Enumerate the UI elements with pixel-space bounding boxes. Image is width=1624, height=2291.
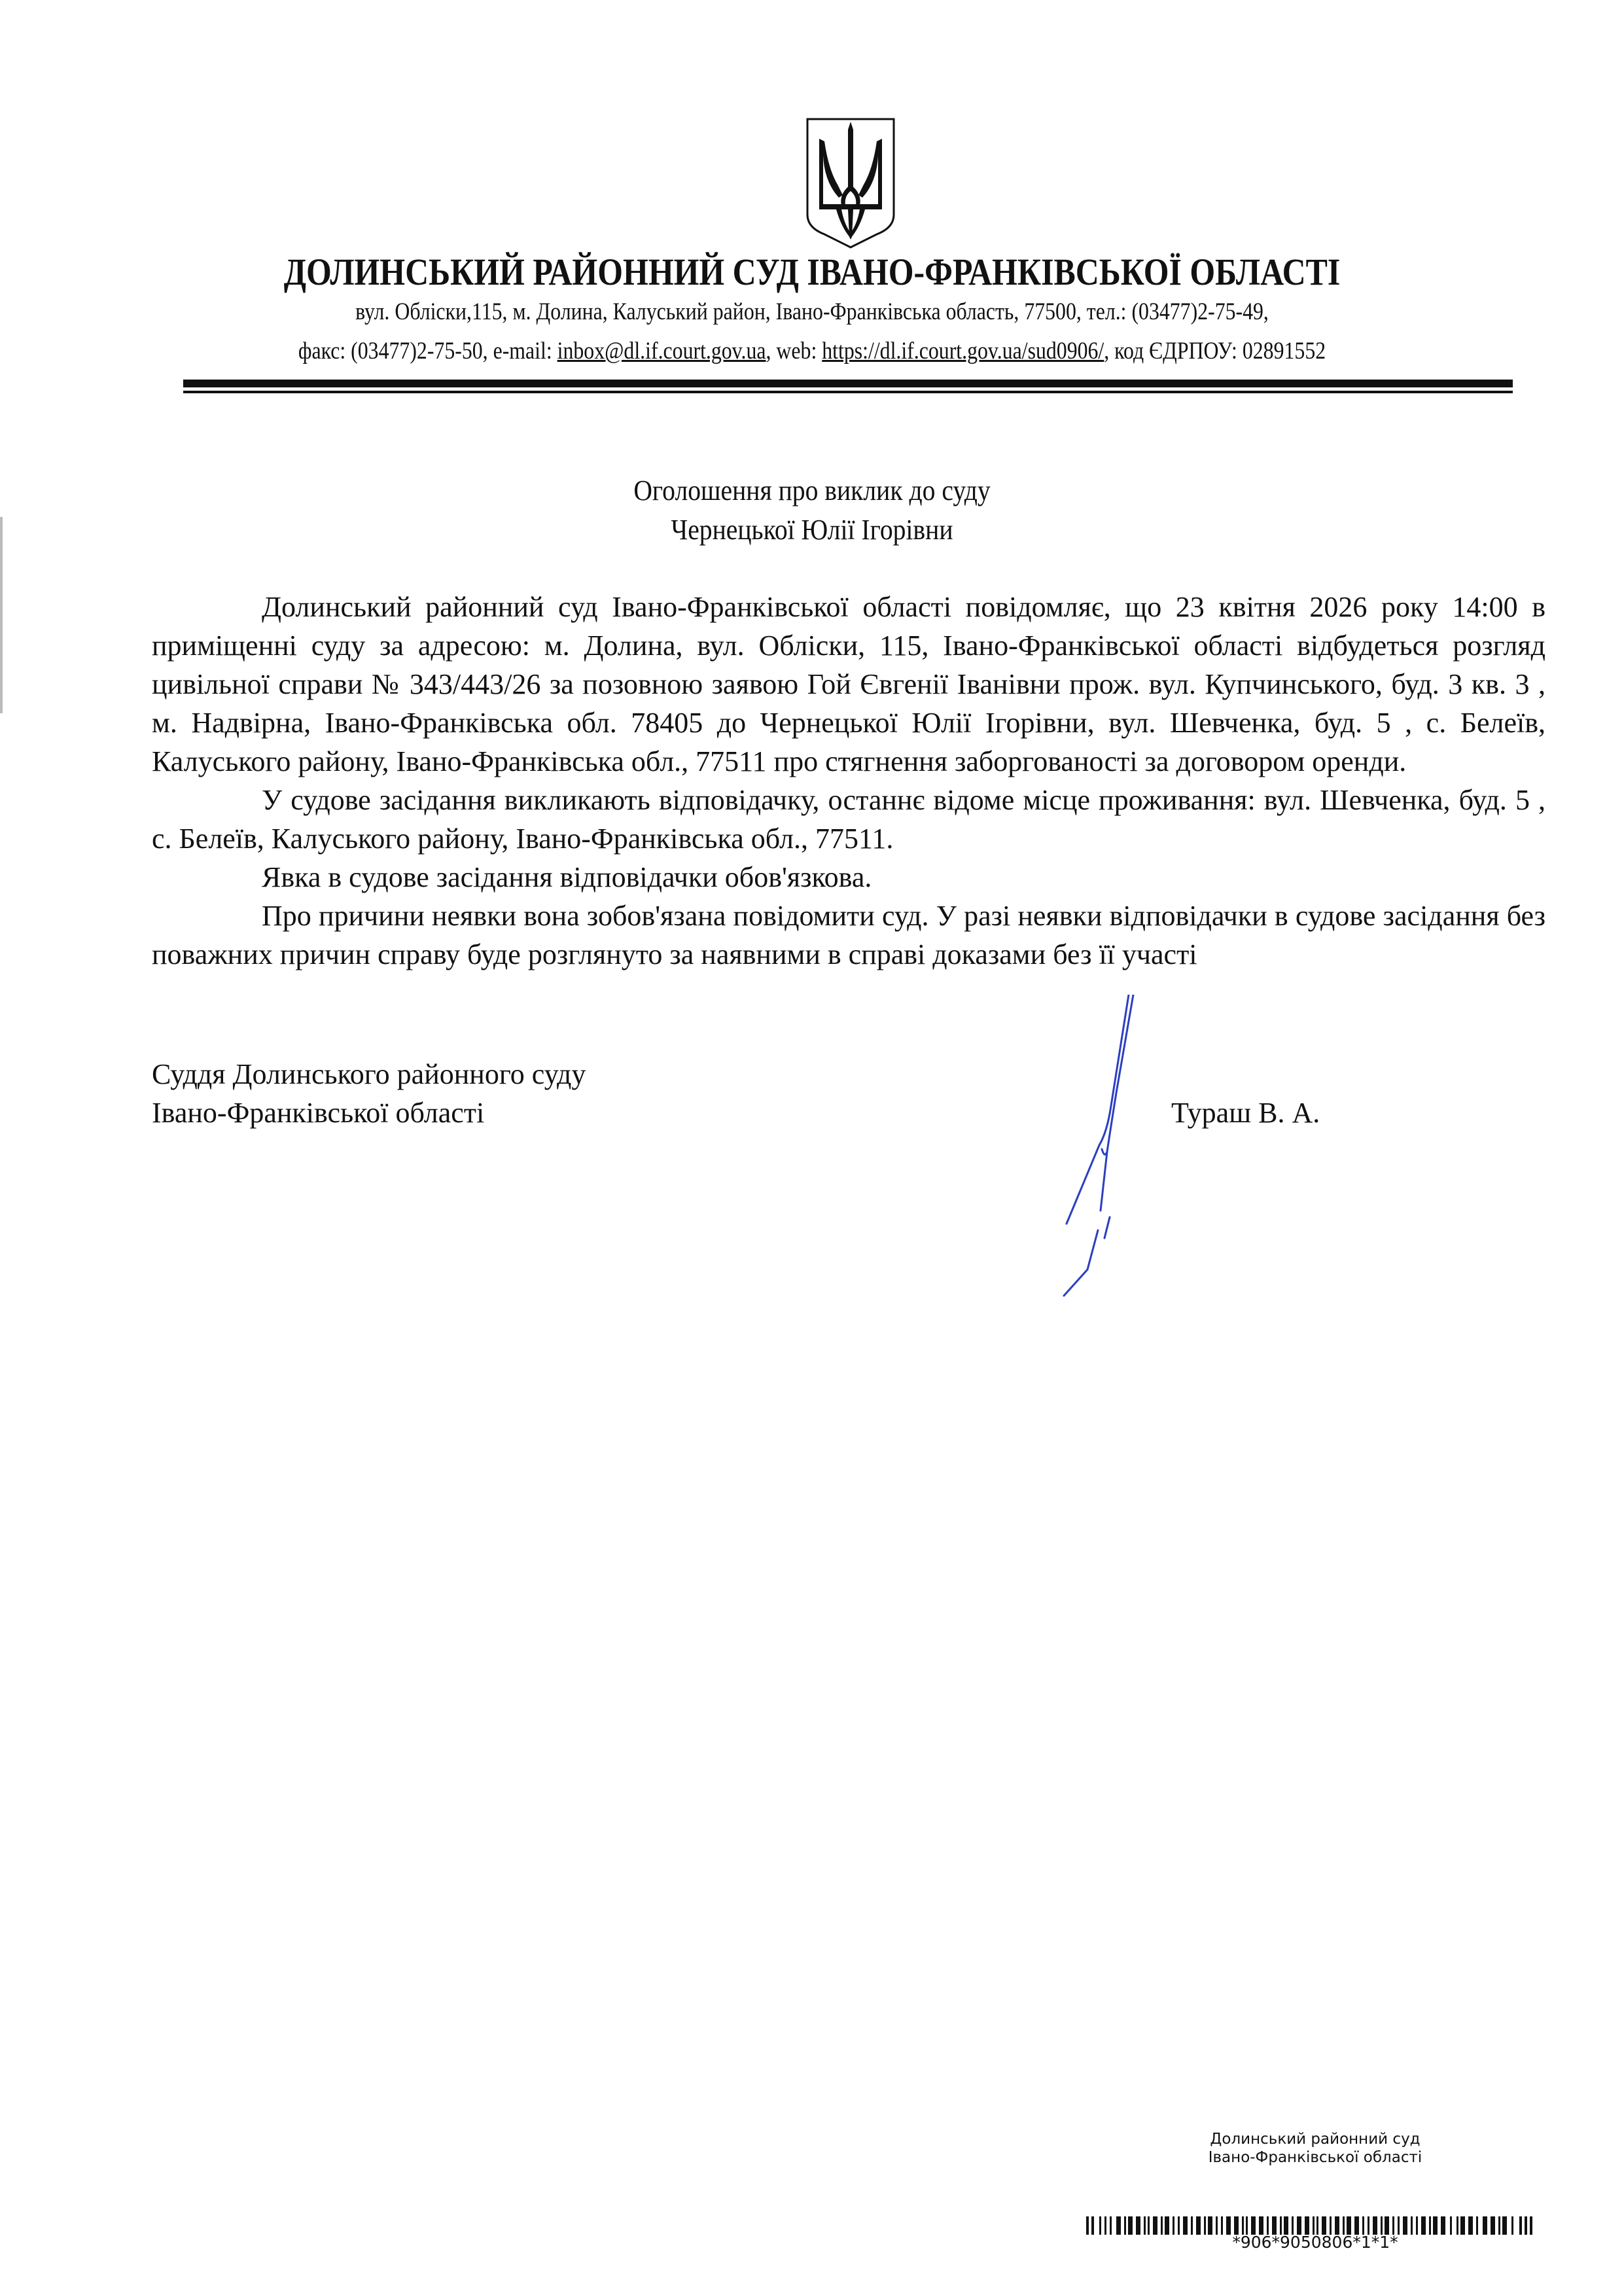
handwritten-signature	[1034, 995, 1165, 1302]
trident-emblem-icon	[805, 116, 896, 250]
body-paragraph: Явка в судове засідання відповідачки обов'язкова.	[262, 861, 872, 893]
announcement-title-line1: Оголошення про виклик до суду	[633, 474, 991, 506]
judge-position	[152, 1055, 586, 1132]
court-contacts	[114, 337, 1511, 365]
judge-position-line2: Івано-Франківської області	[152, 1097, 485, 1129]
announcement-title	[81, 471, 1543, 550]
body-paragraph: У судове засідання викликають відповідачку, останнє відоме місце проживання: вул. Шевченка, буд. 5 , с. Белеїв, Калуського району, Івано-Франківська обл., 77511.	[152, 784, 1545, 855]
edrpou-code: , код ЄДРПОУ: 02891552	[1104, 338, 1326, 364]
stamp-line1: Долинський районний суд	[1210, 2131, 1421, 2148]
body-paragraph: Долинський районний суд Івано-Франківської області повідомляє, що 23 квітня 2026 року 14:00 в приміщенні суду за адресою: м. Долина, вул. Обліски, 115, Івано-Франківської області відбудеться розгляд цивільної справи № 343/443/26 за позовною заявою Гой Євгенії Іванівни прож. вул. Купчинського, буд. 3 кв. 3 , м. Надвірна, Івано-Франківська обл. 78405 до Чернецької Юлії Ігорівни, вул. Шевченка, буд. 5 , с. Белеїв, Калуського району, Івано-Франківська обл., 77511 про стягнення заборгованості за договором оренди.	[152, 591, 1545, 777]
stamp-line2: Івано-Франківської області	[1208, 2149, 1422, 2166]
website-link[interactable]: https://dl.if.court.gov.ua/sud0906/	[822, 338, 1104, 364]
barcode-number: *906*9050806*1*1*	[1232, 2233, 1398, 2252]
scan-edge-artifact	[0, 517, 3, 713]
announcement-title-line2: Чернецької Юлії Ігорівни	[671, 514, 953, 546]
fax-label: факс: (03477)2-75-50, e-mail:	[298, 338, 557, 364]
body-paragraph: Про причини неявки вона зобов'язана повідомити суд. У разі неявки відповідачки в судове засідання без поважних причин справу буде розглянуто за наявними в справі доказами без її участі	[152, 900, 1545, 970]
web-label: , web:	[766, 338, 822, 364]
registration-stamp	[1086, 2130, 1544, 2167]
court-address: вул. Обліски,115, м. Долина, Калуський район, Івано-Франківська область, 77500, тел.: (03477)2-75-49,	[355, 298, 1269, 325]
judge-position-line1: Суддя Долинського районного суду	[152, 1058, 586, 1090]
header-divider-thick	[183, 380, 1513, 387]
announcement-body	[152, 588, 1545, 974]
email-link[interactable]: inbox@dl.if.court.gov.ua	[557, 338, 766, 364]
judge-name: Тураш В. А.	[1171, 1097, 1320, 1129]
header-divider-thin	[183, 391, 1513, 393]
barcode-icon	[1086, 2216, 1544, 2235]
court-name-heading: ДОЛИНСЬКИЙ РАЙОННИЙ СУД ІВАНО-ФРАНКІВСЬКОЇ ОБЛАСТІ	[283, 251, 1341, 293]
